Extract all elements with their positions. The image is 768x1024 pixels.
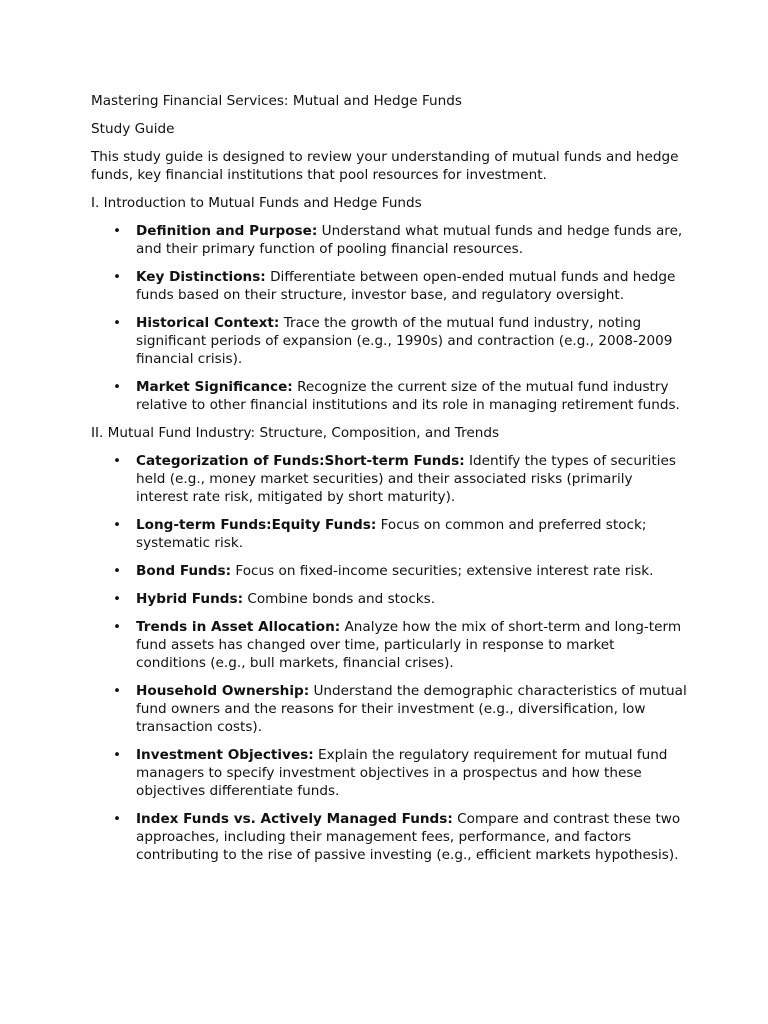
bullet-icon: •: [113, 563, 122, 579]
list-item-term: Index Funds vs. Actively Managed Funds:: [136, 811, 453, 827]
list-item: [113, 682, 688, 736]
bullet-icon: •: [113, 379, 122, 395]
bullet-icon: •: [113, 223, 122, 239]
document-subtitle: Study Guide: [91, 121, 175, 137]
document-title: Mastering Financial Services: Mutual and Hedge Funds: [91, 93, 462, 109]
list-item: [113, 562, 688, 580]
list-item: [113, 516, 688, 552]
list-item-term: Hybrid Funds:: [136, 591, 244, 607]
list-item-text: Analyze how the mix of short-term and long-term fund assets has changed over time, particularly in response to market conditions (e.g., bull markets, financial crises).: [136, 619, 682, 671]
list-item-text: Focus on common and preferred stock; systematic risk.: [136, 517, 647, 551]
list-item-term: Household Ownership:: [136, 683, 310, 699]
list-item-text: Understand the demographic characteristics of mutual fund owners and the reasons for their investment (e.g., diversification, low transaction costs).: [136, 683, 687, 735]
section-heading-1: I. Introduction to Mutual Funds and Hedge Funds: [91, 195, 422, 211]
section-heading-2: II. Mutual Fund Industry: Structure, Composition, and Trends: [91, 425, 500, 441]
list-item-term: Bond Funds:: [136, 563, 232, 579]
list-item-text: Recognize the current size of the mutual fund industry relative to other financial institutions and its role in managing retirement funds.: [136, 379, 680, 413]
bullet-icon: •: [113, 683, 122, 699]
list-item-text: Trace the growth of the mutual fund industry, noting significant periods of expansion (e.g., 1990s) and contraction (e.g., 2008-2009 financial crisis).: [136, 315, 673, 367]
bullet-icon: •: [113, 619, 122, 635]
list-item-term: Investment Objectives:: [136, 747, 314, 763]
list-item-term: Definition and Purpose:: [136, 223, 318, 239]
list-item: [113, 378, 688, 414]
list-item: [113, 268, 688, 304]
list-item-text: Understand what mutual funds and hedge funds are, and their primary function of pooling financial resources.: [136, 223, 683, 257]
list-item: [113, 618, 688, 672]
list-item-term: Historical Context:: [136, 315, 280, 331]
list-item-text: Focus on fixed-income securities; extensive interest rate risk.: [231, 563, 654, 579]
bullet-icon: •: [113, 811, 122, 827]
intro-paragraph: This study guide is designed to review your understanding of mutual funds and hedge funds, key financial institutions that pool resources for investment.: [91, 149, 679, 183]
list-item-text: Explain the regulatory requirement for mutual fund managers to specify investment objectives in a prospectus and how these objectives differentiate funds.: [136, 747, 668, 799]
list-item: [113, 452, 688, 506]
bullet-list-section-1: [91, 222, 688, 414]
list-item: [113, 314, 688, 368]
list-item-term: Key Distinctions:: [136, 269, 266, 285]
list-item-term: Trends in Asset Allocation:: [136, 619, 341, 635]
bullet-icon: •: [113, 517, 122, 533]
bullet-icon: •: [113, 269, 122, 285]
list-item-text: Combine bonds and stocks.: [243, 591, 436, 607]
bullet-icon: •: [113, 453, 122, 469]
list-item: [113, 590, 688, 608]
bullet-icon: •: [113, 315, 122, 331]
list-item-term: Categorization of Funds:Short-term Funds:: [136, 453, 465, 469]
list-item: [113, 222, 688, 258]
list-item-term: Market Significance:: [136, 379, 293, 395]
bullet-icon: •: [113, 747, 122, 763]
bullet-list-section-2: [91, 452, 688, 864]
list-item-term: Long-term Funds:Equity Funds:: [136, 517, 377, 533]
list-item: [113, 810, 688, 864]
list-item-text: Compare and contrast these two approaches, including their management fees, performance, and factors contributing to the rise of passive investing (e.g., efficient markets hypothesis).: [136, 811, 681, 863]
list-item: [113, 746, 688, 800]
bullet-icon: •: [113, 591, 122, 607]
list-item-text: Identify the types of securities held (e.g., money market securities) and their associated risks (primarily interest rate risk, mitigated by short maturity).: [136, 453, 676, 505]
list-item-text: Differentiate between open-ended mutual funds and hedge funds based on their structure, investor base, and regulatory oversight.: [136, 269, 676, 303]
